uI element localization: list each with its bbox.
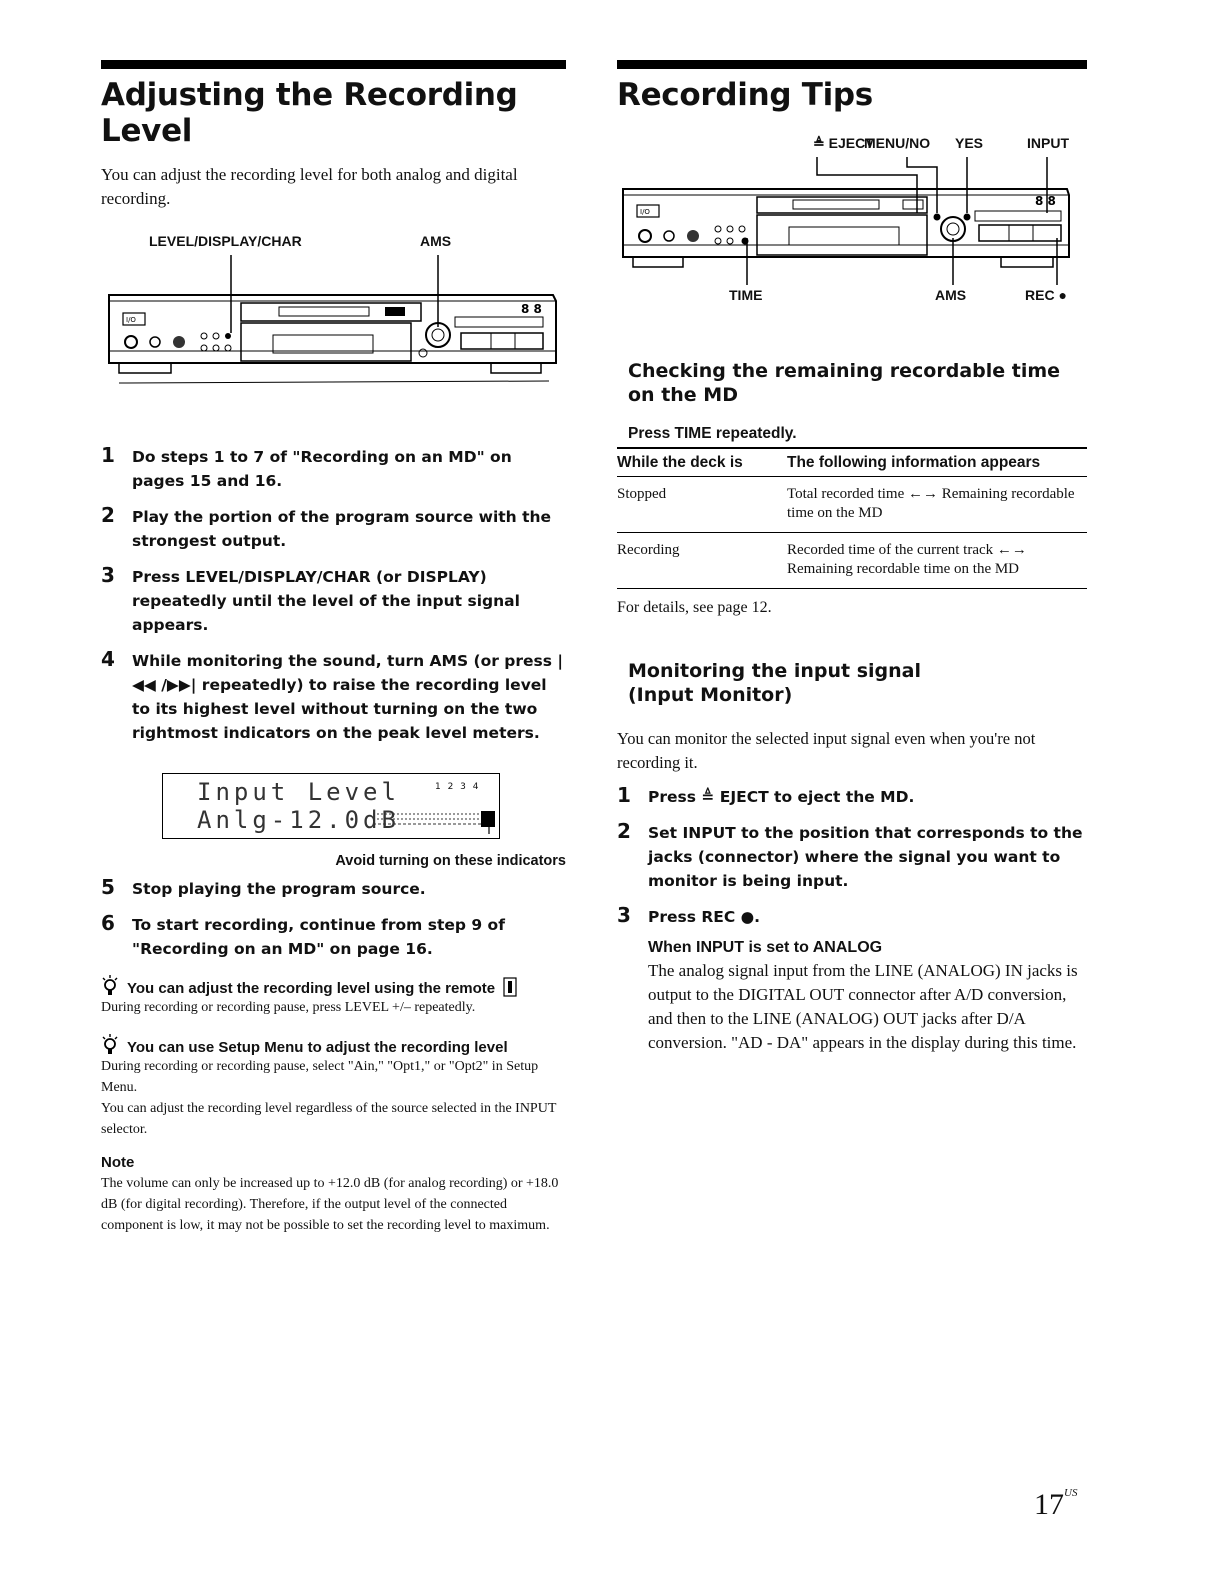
step-number: 4 bbox=[101, 647, 115, 671]
md-deck-illustration bbox=[101, 255, 561, 405]
display-caption: Avoid turning on these indicators bbox=[335, 853, 566, 869]
svg-text:I/O: I/O bbox=[126, 316, 136, 324]
md-deck-illustration bbox=[617, 153, 1077, 313]
sub-heading: When INPUT is set to ANALOG bbox=[648, 939, 883, 956]
page-number-value: 17 bbox=[1034, 1488, 1064, 1521]
tip-body: During recording or recording pause, press LEVEL +/– repeatedly. bbox=[101, 1000, 476, 1015]
label-input: INPUT bbox=[1027, 135, 1069, 151]
tip-body: You can adjust the recording level regardless of the source selected in the INPUT selector. bbox=[101, 1101, 557, 1137]
label-time: TIME bbox=[729, 287, 763, 303]
tip-heading bbox=[101, 1034, 566, 1056]
step-item bbox=[101, 445, 566, 493]
note-body: The volume can only be increased up to +12.0 dB (for analog recording) or +18.0 dB (for digital recording). Therefore, if the output level of the connected component is low, it may not be possible to set the recording level to maximum. bbox=[101, 1176, 559, 1233]
details-reference: For details, see page 12. bbox=[617, 599, 772, 616]
section-rule bbox=[101, 60, 566, 69]
press-instruction: Press TIME repeatedly. bbox=[628, 425, 797, 442]
table-cell: Recording bbox=[617, 533, 787, 589]
step-text: To start recording, continue from step 9 of "Recording on an MD" on page 16. bbox=[132, 916, 505, 958]
input-monitor-intro: You can monitor the selected input signal even when you're not recording it. bbox=[617, 729, 1036, 772]
label-yes: YES bbox=[955, 135, 984, 151]
table-cell: Recorded time of the current track ←→ Remaining recordable time on the MD bbox=[787, 533, 1087, 589]
page-title-left: Adjusting the Recording Level bbox=[101, 77, 518, 149]
step-text: Do steps 1 to 7 of "Recording on an MD" on pages 15 and 16. bbox=[132, 448, 512, 490]
label-ams: AMS bbox=[935, 287, 967, 303]
step-text: Stop playing the program source. bbox=[132, 880, 426, 898]
display-scale: 1 2 3 4 bbox=[435, 782, 481, 792]
svg-text:8 8: 8 8 bbox=[1035, 194, 1056, 208]
tip-heading-text: You can use Setup Menu to adjust the recording level bbox=[127, 1039, 508, 1056]
right-column bbox=[617, 60, 1087, 1055]
page-number bbox=[1034, 1487, 1077, 1522]
step-item bbox=[101, 877, 566, 901]
display-line2: Anlg-12.0dB bbox=[197, 806, 400, 834]
step-text: While monitoring the sound, turn AMS (or press |◀◀ /▶▶| repeatedly) to raise the recording level to its highest level without turning on the two rightmost indicators on the peak level meters. bbox=[132, 652, 564, 742]
table-header: While the deck is bbox=[617, 448, 787, 477]
page-title-right: Recording Tips bbox=[617, 77, 873, 113]
label-eject: ≜ EJECT bbox=[813, 135, 874, 151]
section-rule bbox=[617, 60, 1087, 69]
deck-figure-tips bbox=[617, 135, 1087, 335]
label-level-display-char: LEVEL/DISPLAY/CHAR bbox=[149, 233, 302, 249]
table-row bbox=[617, 533, 1087, 589]
label-ams: AMS bbox=[420, 233, 452, 249]
tip-heading-text: You can adjust the recording level using the remote bbox=[127, 980, 496, 997]
step-item bbox=[101, 649, 566, 745]
peak-meter-icon bbox=[369, 808, 499, 834]
step-item bbox=[101, 565, 566, 637]
display-line1: Input Level bbox=[197, 778, 400, 806]
step-text: Play the portion of the program source with the strongest output. bbox=[132, 508, 552, 550]
svg-text:8 8: 8 8 bbox=[521, 302, 542, 316]
note-block bbox=[101, 1154, 566, 1236]
deck-figure-level bbox=[101, 233, 566, 405]
left-column bbox=[101, 60, 566, 1236]
note-heading: Note bbox=[101, 1154, 135, 1171]
analog-note bbox=[648, 939, 1087, 1055]
svg-text:I/O: I/O bbox=[640, 208, 650, 216]
step-number: 6 bbox=[101, 911, 115, 935]
step-item bbox=[617, 905, 1087, 929]
lightbulb-icon bbox=[101, 975, 119, 997]
step-number: 1 bbox=[101, 443, 115, 467]
sub-body: The analog signal input from the LINE (ANALOG) IN jacks is output to the DIGITAL OUT connector after A/D conversion, and then to the LINE (ANALOG) OUT jacks after D/A conversion. "AD - DA" appears in the display during this time. bbox=[648, 961, 1078, 1052]
step-item bbox=[617, 821, 1087, 893]
monitor-steps-list bbox=[617, 785, 1087, 929]
steps-list bbox=[101, 445, 566, 745]
table-cell: Stopped bbox=[617, 477, 787, 533]
step-number: 3 bbox=[617, 903, 631, 927]
step-text: Set INPUT to the position that corresponds to the jacks (connector) where the signal you want to monitor is being input. bbox=[648, 824, 1083, 890]
step-text: Press REC ●. bbox=[648, 908, 761, 926]
step-number: 2 bbox=[617, 819, 631, 843]
table-header-row bbox=[617, 448, 1087, 477]
input-level-display bbox=[162, 773, 500, 839]
step-number: 3 bbox=[101, 563, 115, 587]
step-item bbox=[617, 785, 1087, 809]
step-number: 1 bbox=[617, 783, 631, 807]
lightbulb-icon bbox=[101, 1034, 119, 1056]
step-number: 2 bbox=[101, 503, 115, 527]
section-subheading: (Input Monitor) bbox=[628, 684, 793, 706]
section-heading: Monitoring the input signal bbox=[628, 660, 922, 682]
label-menu-no: MENU/NO bbox=[864, 135, 931, 151]
tip-remote bbox=[101, 975, 566, 1018]
table-cell: Total recorded time ←→ Remaining recordable time on the MD bbox=[787, 477, 1087, 533]
section-heading: Checking the remaining recordable time on the MD bbox=[628, 360, 1061, 406]
section-remaining-time bbox=[628, 359, 1087, 443]
tip-setup-menu bbox=[101, 1034, 566, 1140]
table-row bbox=[617, 477, 1087, 533]
tip-heading bbox=[101, 975, 566, 997]
table-header: The following information appears bbox=[787, 448, 1087, 477]
intro-text: You can adjust the recording level for both analog and digital recording. bbox=[101, 165, 518, 208]
label-rec: REC ● bbox=[1025, 287, 1067, 303]
step-text: Press LEVEL/DISPLAY/CHAR (or DISPLAY) repeatedly until the level of the input signal appears. bbox=[132, 568, 520, 634]
step-text: Press ≜ EJECT to eject the MD. bbox=[648, 788, 915, 806]
time-info-table bbox=[617, 447, 1087, 589]
page-number-suffix: US bbox=[1064, 1487, 1078, 1499]
remote-icon bbox=[503, 977, 517, 997]
step-item bbox=[101, 505, 566, 553]
steps-list-continued bbox=[101, 877, 566, 961]
tip-body: During recording or recording pause, select "Ain," "Opt1," or "Opt2" in Setup Menu. bbox=[101, 1059, 539, 1095]
step-number: 5 bbox=[101, 875, 115, 899]
section-input-monitor bbox=[628, 659, 1087, 707]
step-item bbox=[101, 913, 566, 961]
